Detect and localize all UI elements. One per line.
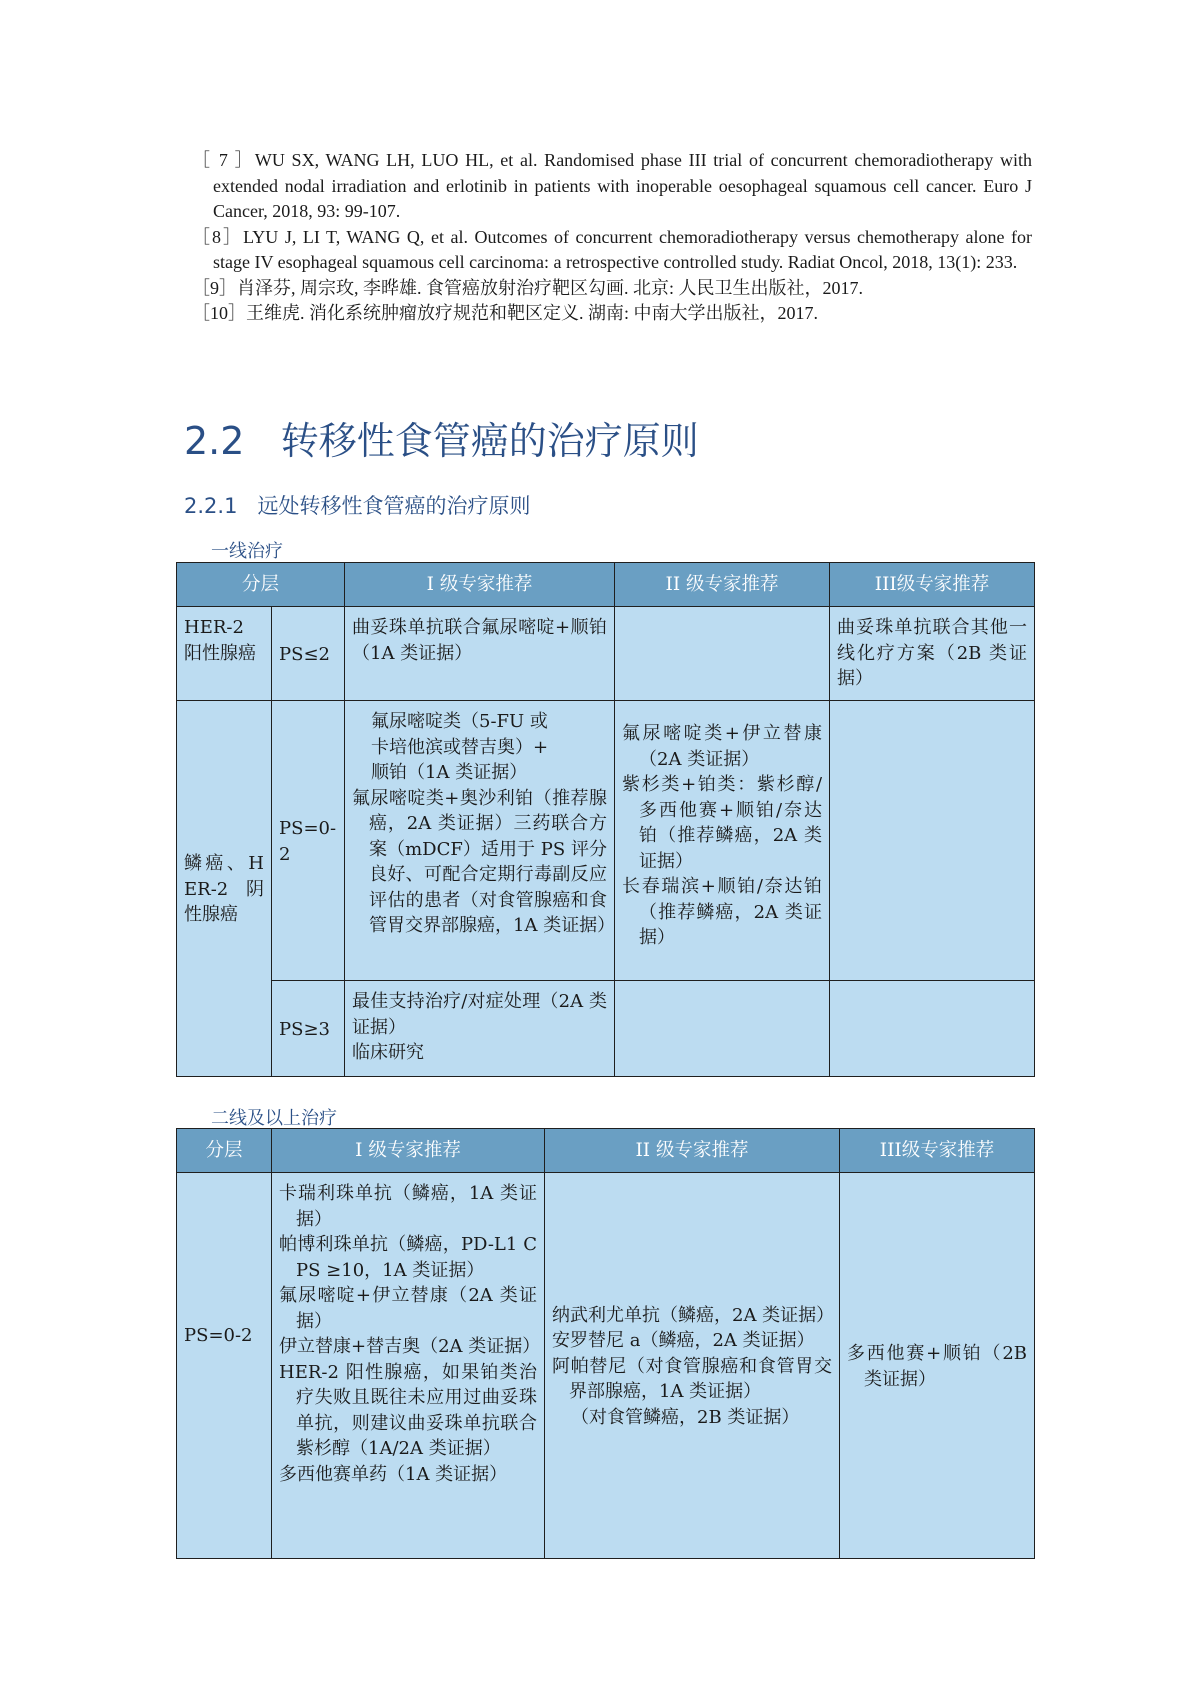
header-level3: III级专家推荐 — [830, 563, 1035, 607]
cell-level1: 卡瑞利珠单抗（鳞癌，1A 类证据） 帕博利珠单抗（鳞癌，PD-L1 CPS ≥10，1A 类证据） 氟尿嘧啶+伊立替康（2A 类证据） 伊立替康+替吉奥（2A 类证据） HER-2 阳性腺癌，如果铂类治疗失败且既往未应用过曲妥珠单抗，则建议曲妥珠单抗联合紫杉醇（1A/2A 类证据） 多西他赛单药（1A 类证据） — [272, 1173, 545, 1559]
reference-item: ［9］肖泽芬, 周宗玫, 李晔雄. 食管癌放射治疗靶区勾画. 北京: 人民卫生出版社，2017. — [192, 277, 863, 298]
cell-level3: 多西他赛+顺铂（2B 类证据） — [840, 1173, 1035, 1559]
row-group: HER-2 阳性腺癌 — [177, 607, 272, 701]
header-level2: II 级专家推荐 — [545, 1129, 840, 1173]
section-title: 转移性食管癌的治疗原则 — [280, 419, 699, 463]
table1-caption: 一线治疗 — [211, 541, 283, 562]
header-stratum: 分层 — [177, 563, 345, 607]
row-ps: PS≥3 — [272, 981, 345, 1077]
table-row — [177, 701, 1035, 981]
cell-level2 — [615, 981, 830, 1077]
header-level1: I 级专家推荐 — [345, 563, 615, 607]
header-level1: I 级专家推荐 — [272, 1129, 545, 1173]
reference-item: ［10］王维虎. 消化系统肿瘤放疗规范和靶区定义. 湖南: 中南大学出版社，2017. — [192, 303, 818, 323]
cell-level2 — [615, 607, 830, 701]
subsection-number: 2.2.1 — [184, 494, 238, 518]
section-number: 2.2 — [184, 419, 245, 463]
reference-item: ［8］LYU J, LI T, WANG Q, et al. Outcomes of concurrent chemoradiotherapy versus chemotherapy alone for stage IV esophageal squamous cell carcinoma: a retrospective controlled study. Radiat Oncol, 2018, 13(1): 233. — [192, 226, 1033, 272]
table-header-row — [177, 563, 1035, 607]
subsection-title: 远处转移性食管癌的治疗原则 — [257, 494, 531, 518]
row-ps: PS=0-2 — [177, 1173, 272, 1559]
first-line-treatment-table — [176, 562, 1035, 1077]
cell-level1: 氟尿嘧啶类（5-FU 或 卡培他滨或替吉奥）+ 顺铂（1A 类证据） 氟尿嘧啶类+奥沙利铂（推荐腺癌，2A 类证据）三药联合方案（mDCF）适用于 PS 评分良好、可配合定期行毒副反应评估的患者（对食管腺癌和食管胃交界部腺癌，1A 类证据） — [345, 701, 615, 981]
table2-caption: 二线及以上治疗 — [211, 1108, 337, 1129]
header-stratum: 分层 — [177, 1129, 272, 1173]
row-ps: PS≤2 — [272, 607, 345, 701]
cell-level2: 氟尿嘧啶类+伊立替康（2A 类证据） 紫杉类+铂类：紫杉醇/多西他赛+顺铂/奈达铂（推荐鳞癌，2A 类证据） 长春瑞滨+顺铂/奈达铂（推荐鳞癌，2A 类证据） — [615, 701, 830, 981]
cell-level2: 纳武利尤单抗（鳞癌，2A 类证据） 安罗替尼 a（鳞癌，2A 类证据） 阿帕替尼（对食管腺癌和食管胃交界部腺癌，1A 类证据） （对食管鳞癌，2B 类证据） — [545, 1173, 840, 1559]
table-header-row — [177, 1129, 1035, 1173]
cell-level3: 曲妥珠单抗联合其他一线化疗方案（2B 类证据） — [830, 607, 1035, 701]
cell-level3 — [830, 981, 1035, 1077]
header-level3: III级专家推荐 — [840, 1129, 1035, 1173]
reference-item: ［ 7 ］WU SX, WANG LH, LUO HL, et al. Randomised phase III trial of concurrent chemoradiotherapy with extended nodal irradiation and erlotinib in patients with inoperable oesophageal squamous cell cancer. Euro J Cancer, 2018, 93: 99-107. — [192, 150, 1033, 221]
row-ps: PS=0-2 — [272, 701, 345, 981]
cell-level1: 最佳支持治疗/对症处理（2A 类证据） 临床研究 — [345, 981, 615, 1077]
table-row — [177, 981, 1035, 1077]
header-level2: II 级专家推荐 — [615, 563, 830, 607]
table-row — [177, 607, 1035, 701]
second-line-treatment-table — [176, 1128, 1035, 1559]
table-row — [177, 1173, 1035, 1559]
section-heading — [184, 410, 699, 465]
cell-level1: 曲妥珠单抗联合氟尿嘧啶+顺铂（1A 类证据） — [345, 607, 615, 701]
cell-level3 — [830, 701, 1035, 981]
reference-list — [192, 148, 1032, 327]
subsection-heading — [184, 490, 530, 520]
row-group: 鳞癌、HER-2 阴性腺癌 — [177, 701, 272, 1077]
